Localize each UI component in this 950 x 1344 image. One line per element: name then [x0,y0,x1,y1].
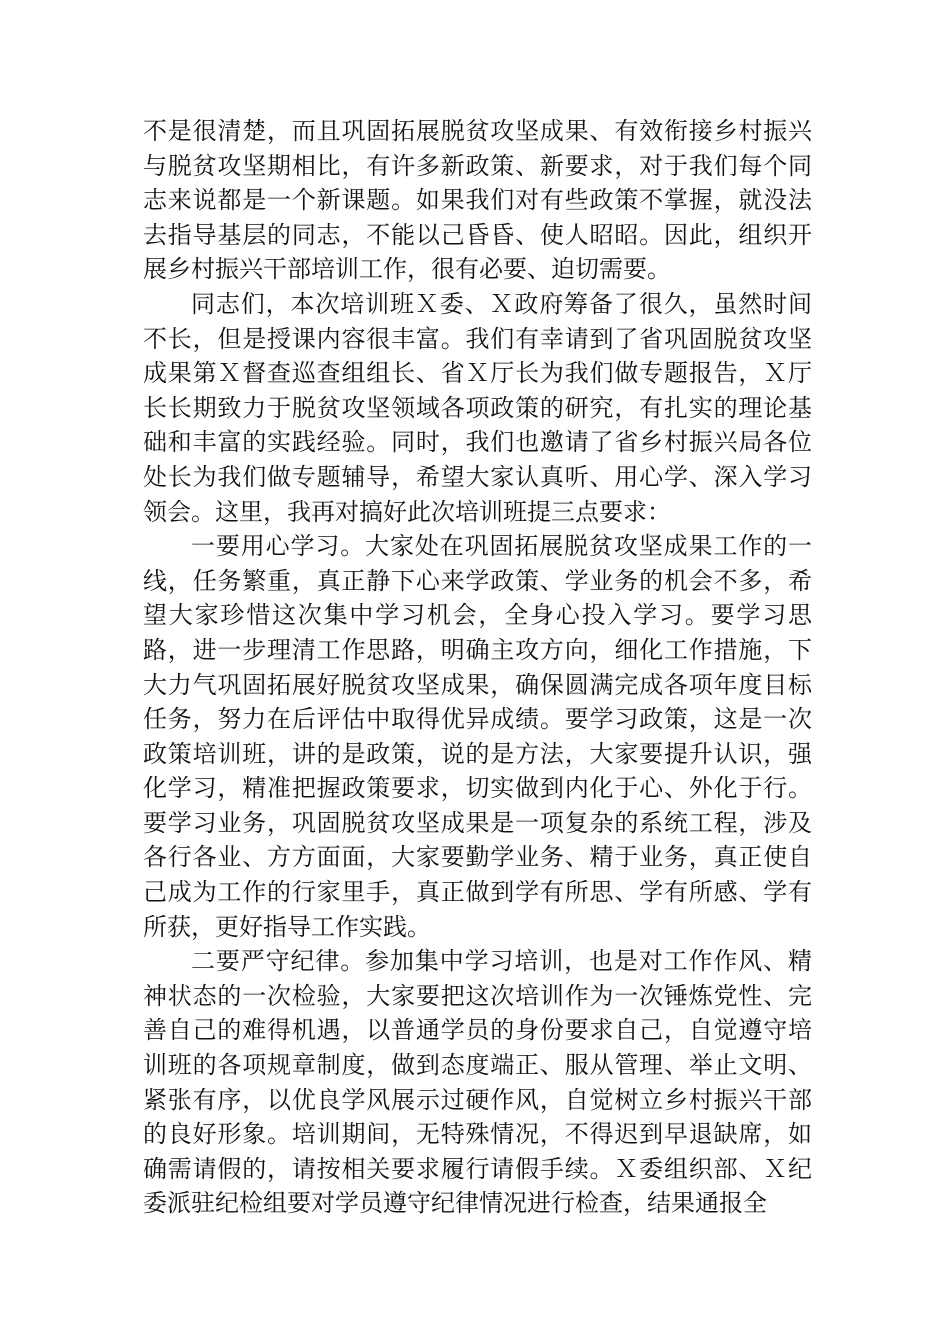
paragraph-requirement-study: 一要用心学习。大家处在巩固拓展脱贫攻坚成果工作的一线，任务繁重，真正静下心来学政策、学业务的机会不多，希望大家珍惜这次集中学习机会，全身心投入学习。要学习思路，进一步理清工作思路，明确主攻方向，细化工作措施，下大力气巩固拓展好脱贫攻坚成果，确保圆满完成各项年度目标任务，努力在后评估中取得优异成绩。要学习政策，这是一次政策培训班，讲的是政策，说的是方法，大家要提升认识，强化学习，精准把握政策要求，切实做到内化于心、外化于行。要学习业务，巩固脱贫攻坚成果是一项复杂的系统工程，涉及各行各业、方方面面，大家要勤学业务、精于业务，真正使自己成为工作的行家里手，真正做到学有所思、学有所感、学有所获，更好指导工作实践。 [143,532,812,941]
paragraph-training-overview: 同志们，本次培训班Ｘ委、Ｘ政府筹备了很久，虽然时间不长，但是授课内容很丰富。我们有幸请到了省巩固脱贫攻坚成果第Ｘ督查巡查组组长、省Ｘ厅长为我们做专题报告，Ｘ厅长长期致力于脱贫攻坚领域各项政策的研究，有扎实的理论基础和丰富的实践经验。同时，我们也邀请了省乡村振兴局各位处长为我们做专题辅导，希望大家认真听、用心学、深入学习领会。这里，我再对搞好此次培训班提三点要求： [143,289,812,526]
paragraph-requirement-discipline: 二要严守纪律。参加集中学习培训，也是对工作作风、精神状态的一次检验，大家要把这次培训作为一次锤炼党性、完善自己的难得机遇，以普通学员的身份要求自己，自觉遵守培训班的各项规章制度，做到态度端正、服从管理、举止文明、紧张有序，以优良学风展示过硬作风，自觉树立乡村振兴干部的良好形象。培训期间，无特殊情况，不得迟到早退缺席，如确需请假的，请按相关要求履行请假手续。Ｘ委组织部、Ｘ纪委派驻纪检组要对学员遵守纪律情况进行检查，结果通报全 [143,947,812,1218]
document-page [143,114,812,1221]
paragraph-intro-continuation: 不是很清楚，而且巩固拓展脱贫攻坚成果、有效衔接乡村振兴与脱贫攻坚期相比，有许多新政策、新要求，对于我们每个同志来说都是一个新课题。如果我们对有些政策不掌握，就没法去指导基层的同志，不能以己昏昏、使人昭昭。因此，组织开展乡村振兴干部培训工作，很有必要、迫切需要。 [143,117,812,284]
